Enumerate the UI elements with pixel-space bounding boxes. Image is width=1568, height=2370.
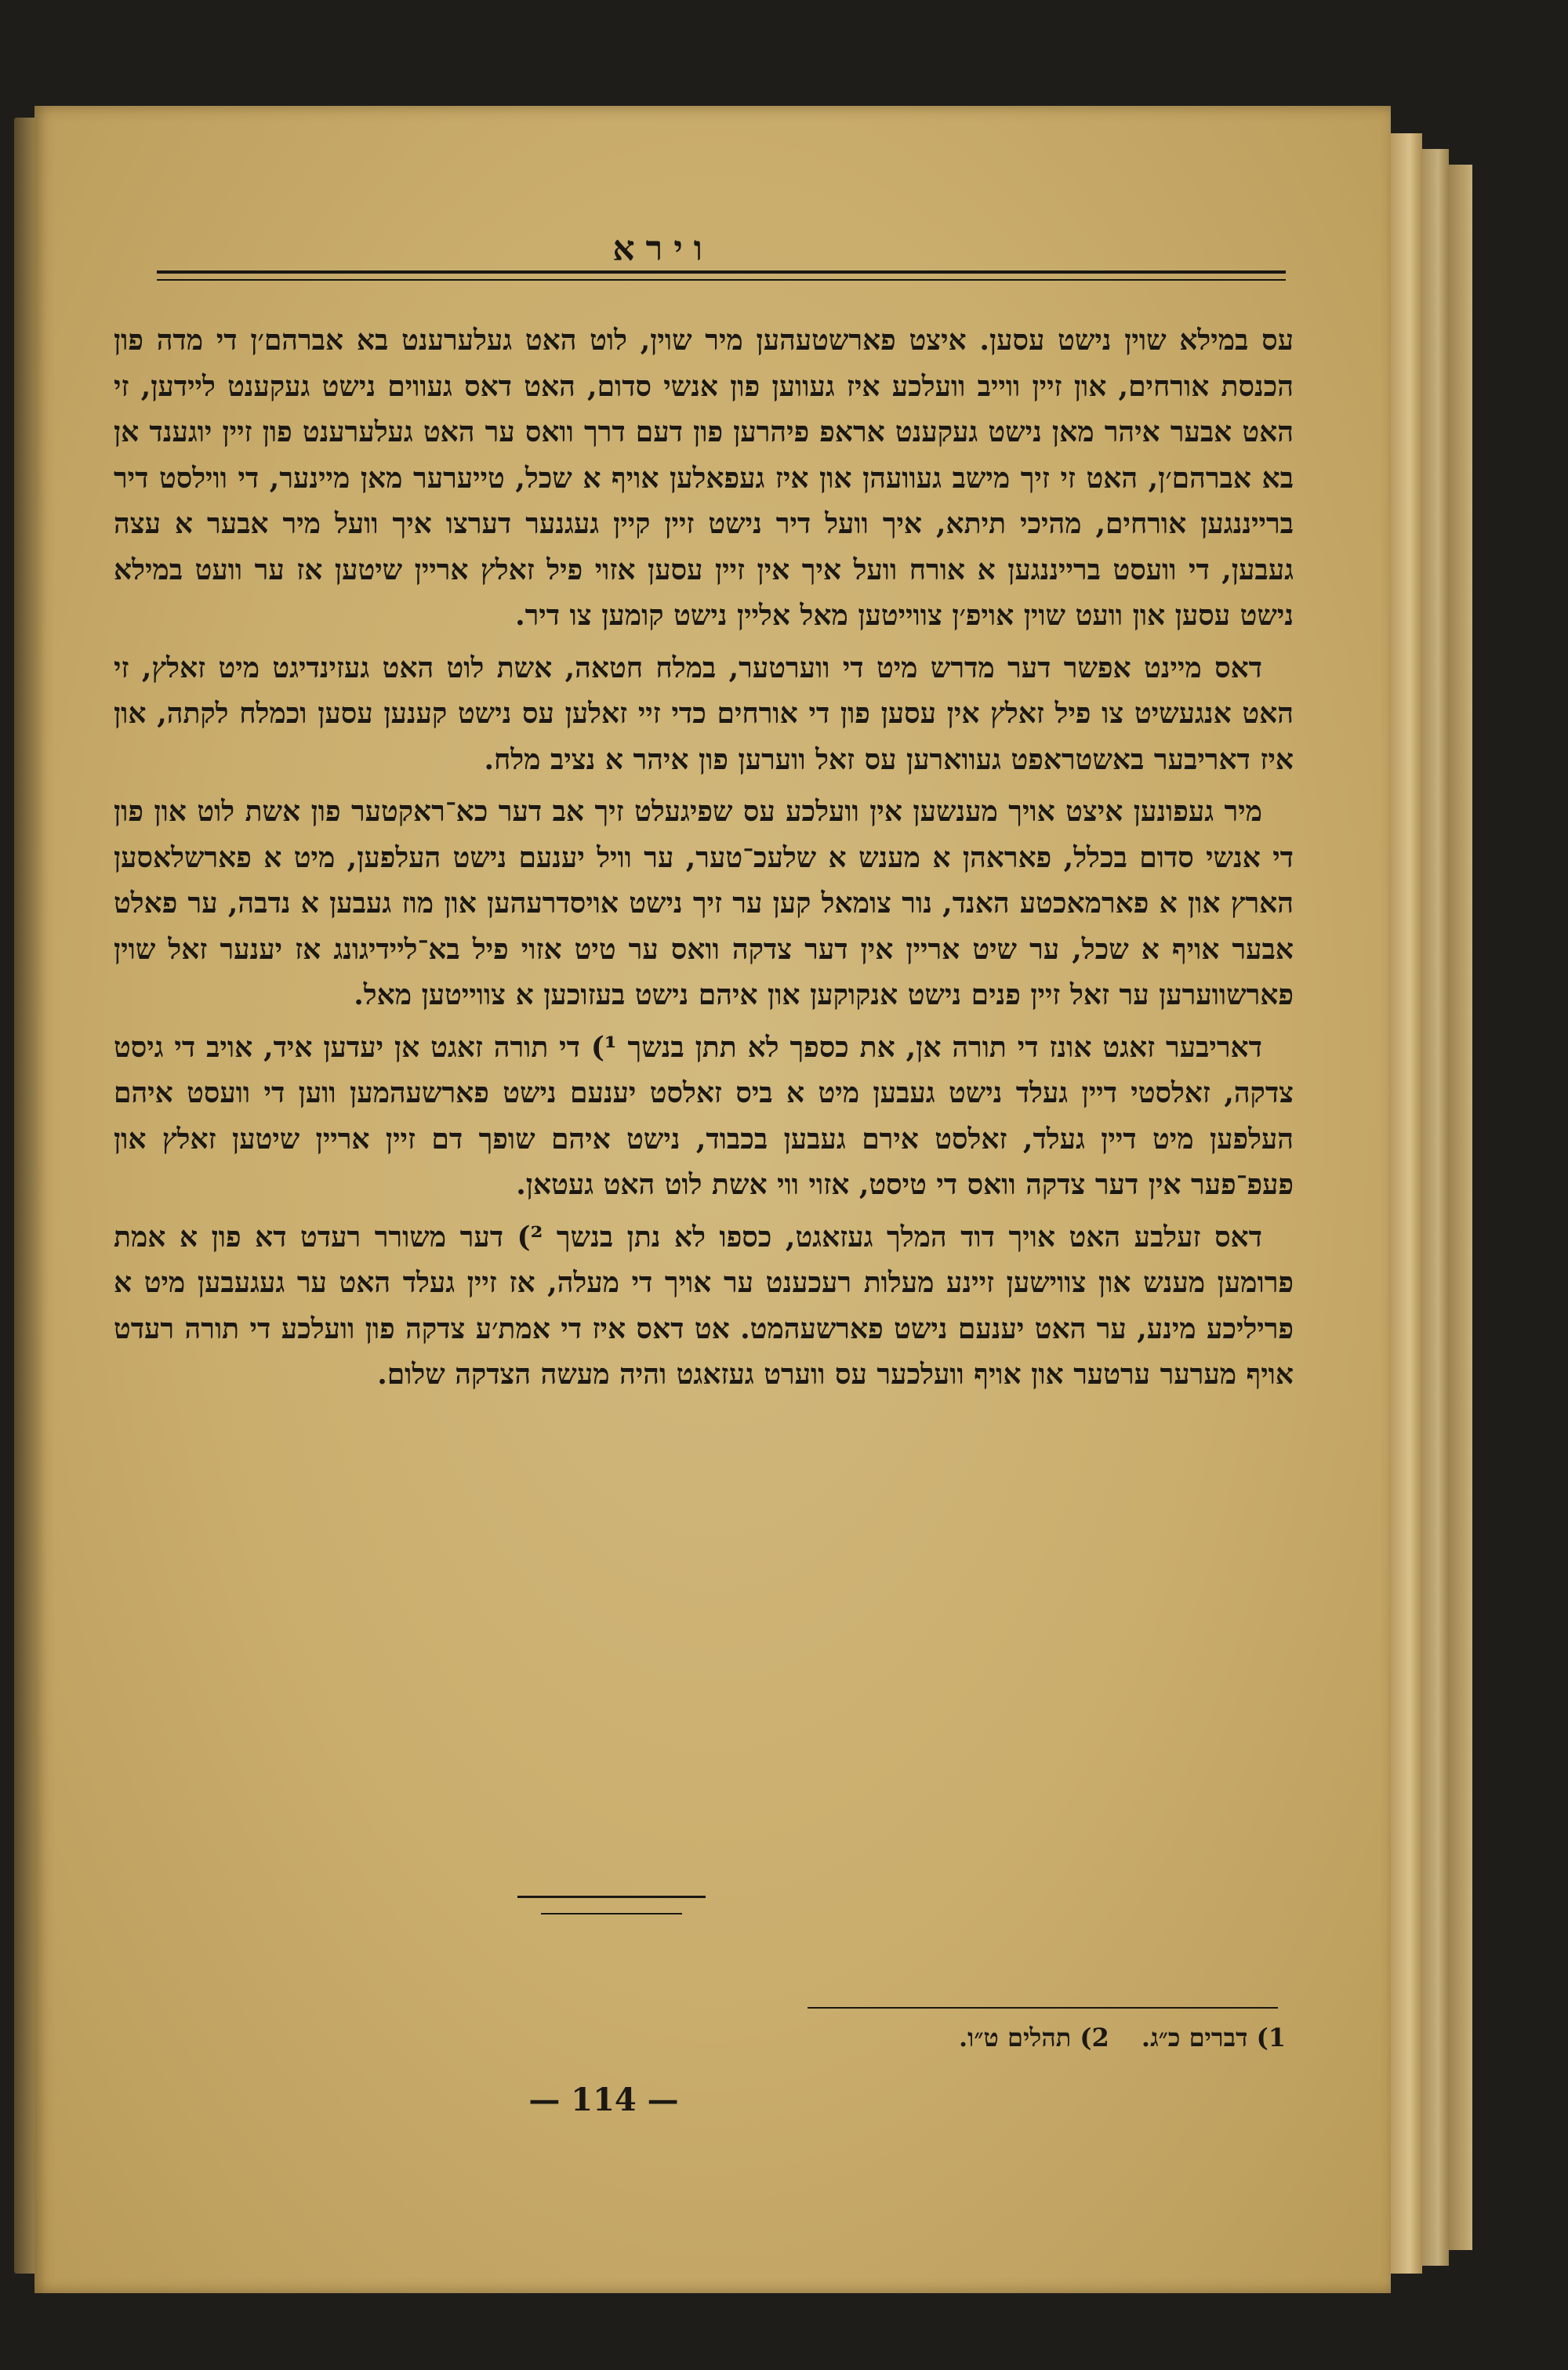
page-edge-stack: [1449, 165, 1472, 2250]
footnote: 2) תהלים ט״ו.: [959, 2023, 1109, 2052]
footnote-rule: [808, 2007, 1278, 2009]
section-end-rule: [517, 1896, 706, 1898]
header-rule: [157, 270, 1286, 274]
section-end-rule: [541, 1913, 682, 1915]
page-edge-stack: [1391, 133, 1422, 2274]
header-title: וירא: [612, 229, 713, 269]
footnote: 1) דברים כ״ג.: [1141, 2023, 1286, 2052]
footnotes: [596, 2023, 1286, 2052]
page-number: — 114 —: [528, 2081, 679, 2118]
paragraph: דאריבער זאגט אונז די תורה אן, את כספך לא תתן בנשך ¹) די תורה זאגט אן יעדען איד, אויב די גיסט צדקה, זאלסטי דיין געלד נישט געבען מיט א ביס זאלסט יענעם נישט פארשעהמען ווען די וועסט איהם העלפען מיט דיין געלד, זאלסט אירם געבען בכבוד, נישט איהם שופך דם זיין אריין שיטען זאלץ און פעפ־פער אין דער צדקה וואס די טיסט, אזוי ווי אשת לוט האט געטאן.: [114, 1030, 1294, 1201]
paragraph: דאס מיינט אפשר דער מדרש מיט די ווערטער, במלח חטאה, אשת לוט האט געזינדיגט מיט זאלץ, זי האט אנגעשיט צו פיל זאלץ אין עסען פון די אורחים כדי זיי זאלען עס נישט קענען עסען וכמלח לקתה, און איז דאריבער באשטראפט געווארען עס זאל ווערען פון איהר א נציב מלח.: [114, 651, 1294, 776]
page-edge-stack: [1422, 149, 1449, 2266]
header-rule: [157, 279, 1286, 281]
paragraph: עס במילא שוין נישט עסען. איצט פארשטעהען מיר שוין, לוט האט געלערענט בא אברהם׳ן די מדה פון הכנסת אורחים, און זיין ווייב וועלכע איז געווען פון אנשי סדום, האט דאס געווים נישט געקענט ליידען, זי האט אבער איהר מאן נישט געקענט אראפ פיהרען פון דעם דרך וואס ער האט געלערענט פון זיין יוגענד אן בא אברהם׳ן, האט זי זיך מישב געוועהן און איז געפאלען אויף א שכל, טייערער מאן מיינער, די ווילסט דיר ברייננגען אורחים, מהיכי תיתא, איך וועל דיר נישט זיין קיין געגנער דערצו איך וועל מיר אבער א עצה געבען, די וועסט ברייננגען א אורח וועל איך אין זיין עסען אזוי פיל זאלץ אריין שיטען אז ער וועט במילא נישט עסען און וועט שוין אויפ׳ן צווייטען מאל אליין נישט קומען צו דיר.: [114, 324, 1294, 632]
paragraph: דאס זעלבע האט אויך דוד המלך געזאגט, כספו לא נתן בנשך ²) דער משורר רעדט דא פון א אמת פרומען מענש און צווישען זיינע מעלות רעכענט ער אויך די מעלה, אז זיין געלד האט ער געגעבען מיט א פריליכע מינע, ער האט יענעם נישט פארשעהמט. אט דאס איז די אמת׳ע צדקה פון וועלכע די תורה רעדט אויף מערער ערטער און אויף וועלכער עס ווערט געזאגט והיה מעשה הצדקה שלום.: [114, 1220, 1294, 1391]
running-header: [118, 229, 1356, 282]
paragraph: מיר געפונען איצט אויך מענשען אין וועלכע עס שפיגעלט זיך אב דער כא־ראקטער פון אשת לוט און פון די אנשי סדום בכלל, פאראהן א מענש א שלעכ־טער, ער וויל יענעם נישט העלפען, מיט א פארשלאסען הארץ און א פארמאכטע האנד, נור צומאל קען ער זיך נישט אויסדרעהען און מוז געבען א נדבה, ער פאלט אבער אויף א שכל, ער שיט אריין אין דער צדקה וואס ער טיט אזוי פיל בא־ליידיגונג אז יענער זאל שוין פארשווערען ער זאל זיין פנים נישט אנקוקען און איהם נישט בעזוכען א צווייטען מאל.: [114, 795, 1294, 1011]
body-text: [114, 318, 1294, 1404]
